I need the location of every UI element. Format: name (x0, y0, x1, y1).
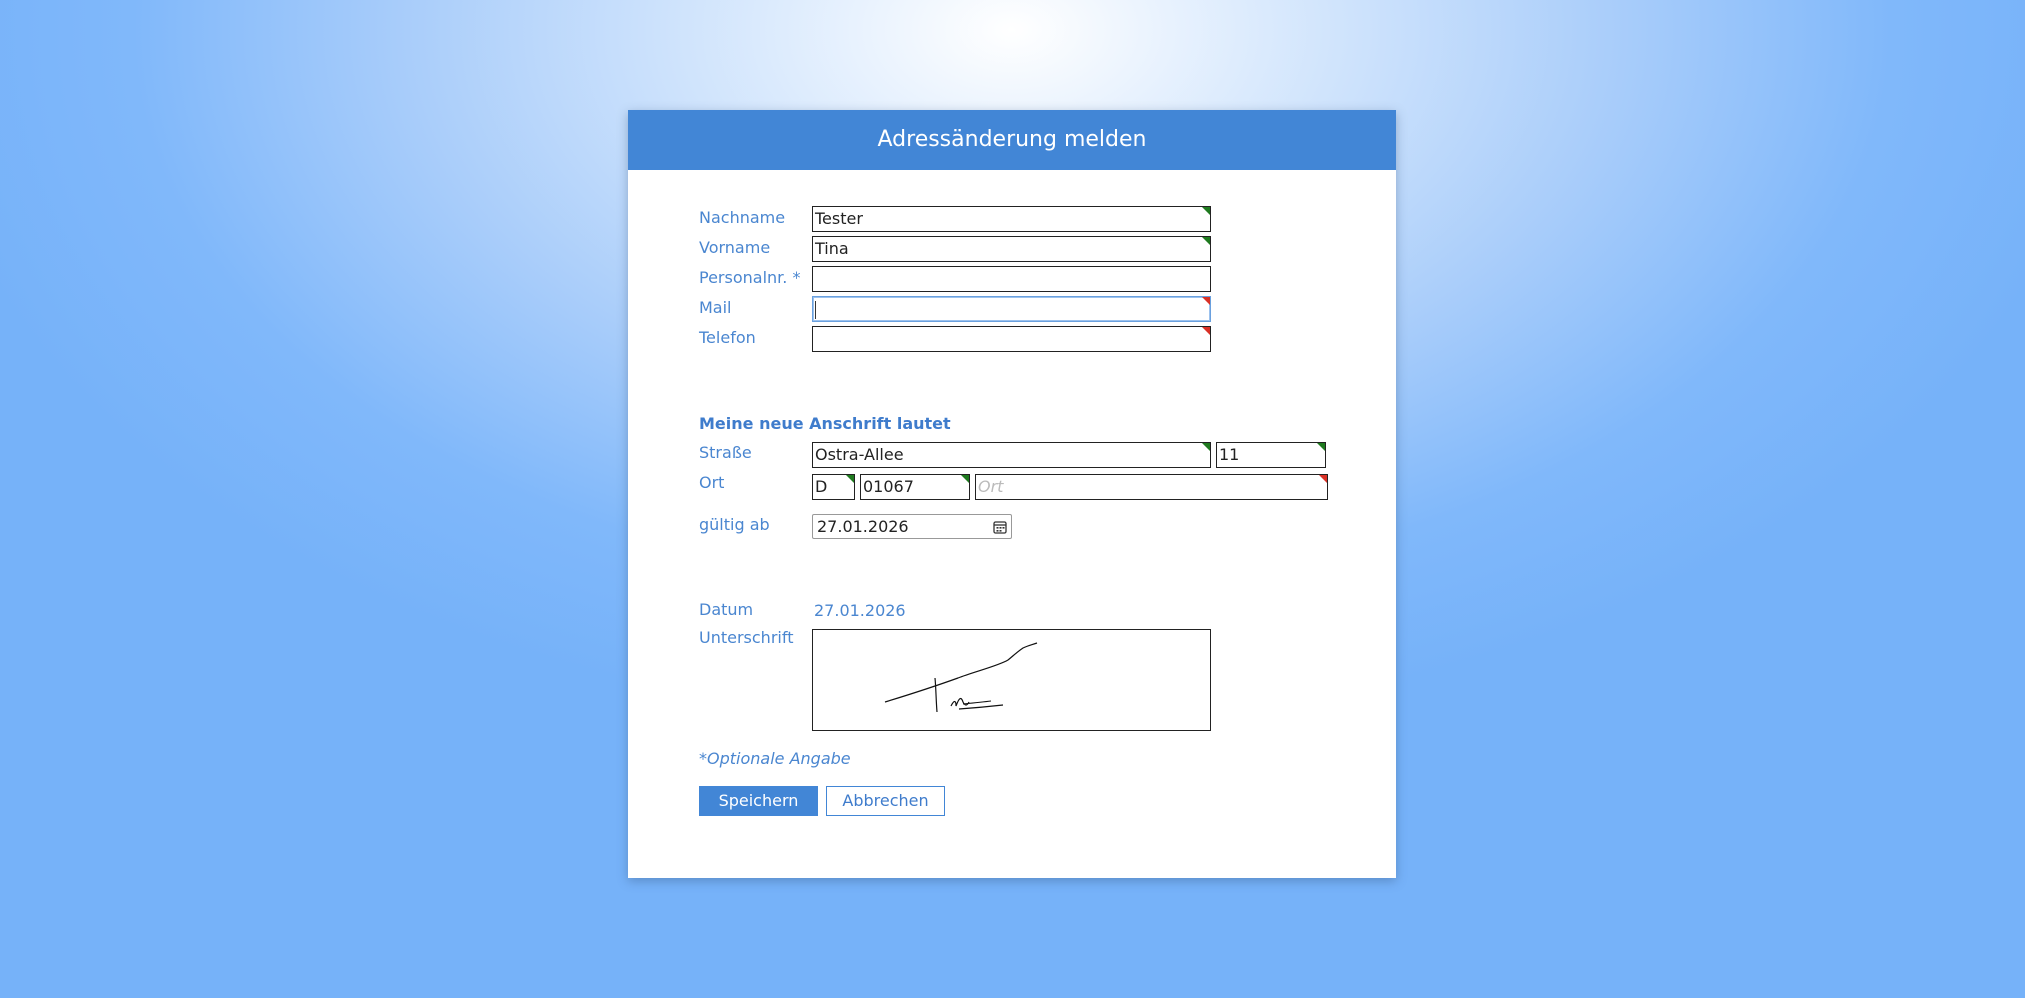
mail-label: Mail (699, 298, 732, 317)
signature-pad[interactable] (812, 629, 1211, 731)
optional-note: *Optionale Angabe (699, 749, 851, 768)
plz-value: 01067 (863, 477, 914, 496)
signature-drawing (813, 630, 1210, 730)
telefon-input[interactable] (812, 326, 1211, 352)
telefon-label: Telefon (699, 328, 756, 347)
address-change-dialog (628, 110, 1396, 878)
valid-marker-icon (846, 475, 854, 483)
datum-label: Datum (699, 600, 754, 619)
hausnr-value: 11 (1219, 445, 1240, 464)
ort-input[interactable] (975, 474, 1328, 500)
mail-input[interactable] (812, 296, 1211, 322)
gueltig-ab-label: gültig ab (699, 515, 770, 534)
nachname-label: Nachname (699, 208, 786, 227)
valid-marker-icon (961, 475, 969, 483)
land-value: D (815, 477, 828, 496)
land-input[interactable] (812, 474, 855, 500)
strasse-label: Straße (699, 443, 752, 462)
gueltig-ab-value: 27.01.2026 (817, 517, 909, 536)
personalnr-label: Personalnr. * (699, 268, 801, 287)
calendar-icon[interactable] (993, 520, 1007, 534)
personalnr-input[interactable] (812, 266, 1211, 292)
invalid-marker-icon (1202, 297, 1210, 305)
hausnr-input[interactable] (1216, 442, 1326, 468)
invalid-marker-icon (1319, 475, 1327, 483)
nachname-value: Tester (815, 209, 863, 228)
strasse-input[interactable] (812, 442, 1211, 468)
cancel-button[interactable]: Abbrechen (826, 786, 945, 816)
vorname-input[interactable] (812, 236, 1211, 262)
ort-placeholder: Ort (978, 477, 1004, 496)
ort-label: Ort (699, 473, 725, 492)
address-section-title: Meine neue Anschrift lautet (699, 414, 951, 433)
unterschrift-label: Unterschrift (699, 628, 794, 647)
gueltig-ab-date-input[interactable] (812, 514, 1012, 539)
vorname-value: Tina (815, 239, 849, 258)
valid-marker-icon (1202, 207, 1210, 215)
valid-marker-icon (1202, 443, 1210, 451)
dialog-title: Adressänderung melden (628, 110, 1396, 170)
plz-input[interactable] (860, 474, 970, 500)
datum-value: 27.01.2026 (814, 601, 906, 620)
valid-marker-icon (1317, 443, 1325, 451)
valid-marker-icon (1202, 237, 1210, 245)
save-button[interactable]: Speichern (699, 786, 818, 816)
invalid-marker-icon (1202, 327, 1210, 335)
nachname-input[interactable] (812, 206, 1211, 232)
strasse-value: Ostra-Allee (815, 445, 904, 464)
vorname-label: Vorname (699, 238, 771, 257)
text-cursor (815, 301, 816, 319)
